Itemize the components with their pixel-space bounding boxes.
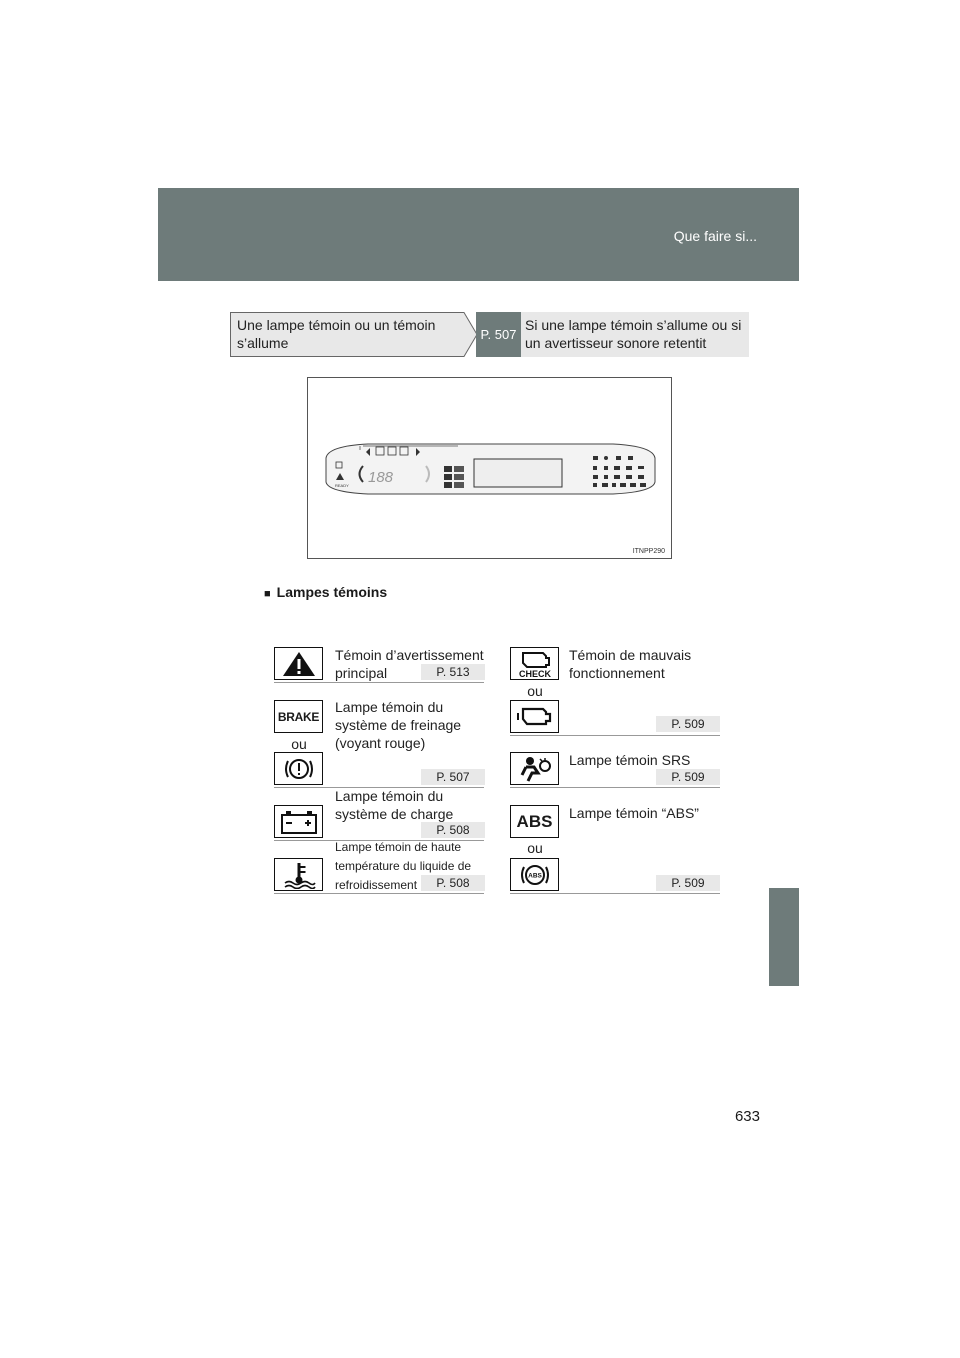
- charge-warning-page-ref[interactable]: P. 508: [421, 822, 485, 838]
- instrument-cluster-figure: [307, 377, 672, 559]
- chapter-side-tab: [769, 888, 799, 986]
- abs-icon: ABS: [510, 805, 559, 838]
- srs-description: Lampe témoin SRS: [569, 752, 691, 768]
- master-warning-icon: [274, 647, 323, 680]
- master-warning-description: Témoin d’avertissement principal: [335, 647, 484, 681]
- charge-warning-description: Lampe témoin du système de charge: [335, 788, 454, 822]
- or-label: ou: [527, 683, 543, 699]
- row-divider: [510, 787, 720, 788]
- section-bullet: ■: [264, 588, 271, 600]
- nav-condition-line2: s’allume: [237, 335, 289, 351]
- abs-page-ref[interactable]: P. 509: [656, 875, 720, 891]
- nav-target-line1: Si une lampe témoin s’allume ou si: [525, 317, 742, 333]
- row-divider: [510, 735, 720, 736]
- nav-page-ref[interactable]: P. 507: [476, 312, 521, 357]
- brake-warning-page-ref[interactable]: P. 507: [421, 769, 485, 785]
- section-heading: [264, 584, 387, 600]
- nav-target-box: [521, 312, 749, 357]
- figure-code: ITNPP290: [632, 548, 665, 555]
- srs-airbag-icon: [510, 752, 559, 785]
- svg-text:READY: READY: [335, 483, 349, 488]
- master-warning-page-ref[interactable]: P. 513: [421, 664, 485, 680]
- check-engine-icon: [510, 647, 559, 680]
- row-divider: [510, 893, 720, 894]
- header-title: Que faire si...: [673, 228, 757, 244]
- malfunction-description: Témoin de mauvais fonctionnement: [569, 647, 692, 681]
- or-label: ou: [291, 736, 307, 752]
- nav-condition-line1: Une lampe témoin ou un témoin: [237, 317, 436, 333]
- row-divider: [274, 893, 484, 894]
- cluster-speed-readout: 188: [368, 469, 394, 486]
- malfunction-page-ref[interactable]: P. 509: [656, 716, 720, 732]
- svg-text:ABS: ABS: [527, 872, 542, 879]
- brake-circle-icon: [274, 752, 323, 785]
- svg-text:CHECK: CHECK: [518, 668, 551, 679]
- brake-warning-description: Lampe témoin du système de freinage (voyant rouge): [335, 699, 462, 751]
- abs-circle-icon: [510, 858, 559, 891]
- coolant-warning-description: Lampe témoin de haute température du liquide de refroidissement: [335, 840, 472, 892]
- section-title: Lampes témoins: [276, 584, 388, 600]
- page-number: 633: [734, 1108, 760, 1125]
- coolant-warning-page-ref[interactable]: P. 508: [421, 875, 485, 891]
- engine-icon: [510, 700, 559, 733]
- nav-target-line2: un avertisseur sonore retentit: [525, 335, 707, 351]
- abs-description: Lampe témoin “ABS”: [569, 805, 699, 821]
- row-divider: [274, 682, 484, 683]
- srs-page-ref[interactable]: P. 509: [656, 769, 720, 785]
- or-label: ou: [527, 840, 543, 856]
- brake-warning-icon: BRAKE: [274, 700, 323, 733]
- nav-condition-box: [230, 312, 478, 357]
- coolant-temperature-icon: [274, 858, 323, 891]
- instrument-cluster-illustration: [308, 378, 671, 558]
- header-band: [158, 188, 799, 281]
- battery-icon: [274, 805, 323, 838]
